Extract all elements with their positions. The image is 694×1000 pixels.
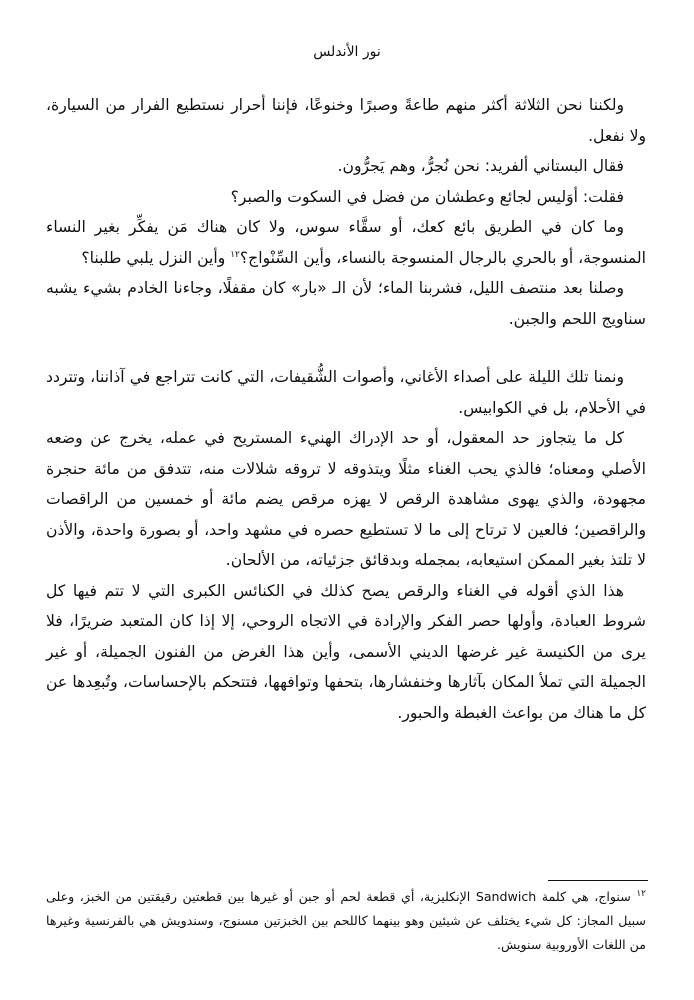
paragraph-3: فقلت: أوَليس لجائع وعطشان من فضل في السكوت والصبر؟ (230, 187, 624, 206)
paragraph-7: كل ما يتجاوز حد المعقول، أو حد الإدراك الهنيء المستريح في عمله، يخرج عن وضعه الأصلي ومعناه؛ فالذي يحب الغناء مثلًا ويتذوقه لا تروقه شلالات منه، تتدفق من مائة حنجرة مجهودة، والذي يهوى مشاهدة الرقص لا يهزه مرقص يضم مائة أو خمسين من الراقصات والراقصين؛ فالعين لا ترتاح إلى ما لا تستطيع حصره في مشهد واحد، أو بصورة واحدة، والأذن لا تلتذ بغير الممكن استيعابه، بمجمله وبدقائق جزئياته، من الألحان. (46, 429, 646, 569)
body-text (46, 90, 646, 728)
paragraph-1: ولكننا نحن الثلاثة أكثر منهم طاعةً وصبرًا وخنوعًا، فإننا أحرار نستطيع الفرار من السيارة، ولا نفعل. (46, 96, 646, 145)
paragraph-4-text: وما كان في الطريق بائع كعك، أو سقَّاء سوس، ولا كان هناك مَن يفكِّر بغير النساء المنسوجة، أو بالحري بالرجال المنسوجة بالنساء، وأين السِّنْواج؟ (46, 218, 646, 267)
paragraph-6: ونمنا تلك الليلة على أصداء الأغاني، وأصوات الشُّقيفات، التي كانت تتراجع في آذاننا، وتتردد في الأحلام، بل في الكوابيس. (46, 368, 646, 417)
paragraph-8: هذا الذي أقوله في الغناء والرقص يصح كذلك في الكنائس الكبرى التي لا تتم فيها كل شروط العبادة، وأولها حصر الفكر والإرادة في الاتجاه الروحي، إلا إذا كان المتعبد ضريرًا، فلا يرى من الكنيسة غير غرضها الديني الأسمى، وأين هذا الغرض من الفنون الجميلة، أو غير الجميلة التي تملأ المكان بآثارها وخنفشارها، بتحفها وتوافهها، فتتحكم بالإحساسات، وتُبعِدها عن كل ما هناك من بواعث الغبطة والحبور. (46, 581, 646, 722)
paragraph-4 (46, 212, 646, 273)
footnote-divider (548, 880, 648, 881)
footnote-reference[interactable]: ١٢ (230, 249, 240, 260)
paragraph-2: فقال البستاني ألفريد: نحن نُجرُّ، وهم يَجرُّون. (337, 157, 624, 175)
footnote (46, 885, 646, 957)
footnote-paragraph (46, 885, 646, 957)
footnote-number: ١٢ (636, 888, 646, 899)
paragraph-4-tail: وأين النزل يلبي طلبنا؟ (81, 248, 226, 267)
running-header: نور الأندلس (313, 44, 381, 60)
paragraph-5: وصلنا بعد منتصف الليل، فشربنا الماء؛ لأن الـ «بار» كان مقفلًا، وجاءنا الخادم بشيء يشبه سناويج اللحم والجبن. (46, 279, 646, 328)
footnote-text: سنواج، هي كلمة Sandwich الإنكليزية، أي قطعة لحم أو جبن أو غيرها بين قطعتين رقيقتين من الخبز، وعلى سبيل المجاز: كل شيء يختلف عن شيئين وهو بينهما كاللحم بين الخبزتين مسنوج، وسندويش هي بالفرنسية وغيرها من اللغات الأوروبية سنويش. (46, 889, 646, 952)
